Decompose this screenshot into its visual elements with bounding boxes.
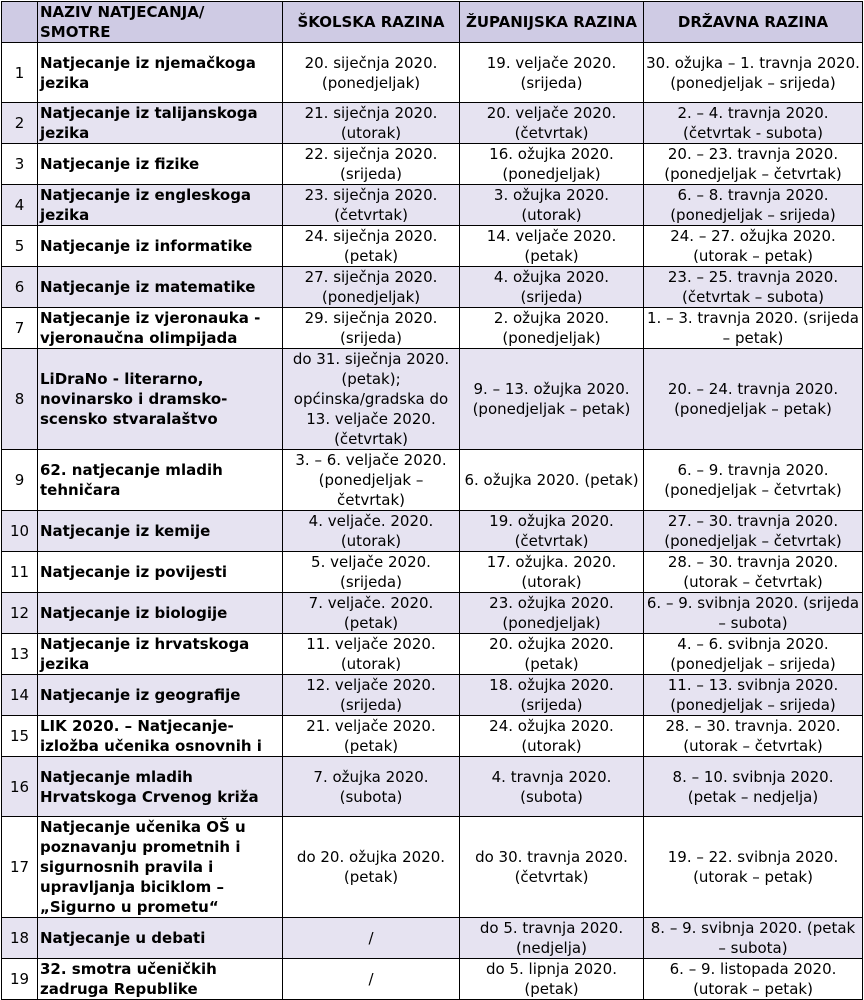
county-level-date: 9. – 13. ožujka 2020. (ponedjeljak – petak) xyxy=(460,349,644,450)
county-level-date: 14. veljače 2020. (petak) xyxy=(460,226,644,267)
table-row xyxy=(2,552,863,593)
competition-name: Natjecanje iz njemačkoga jezika xyxy=(38,43,283,103)
row-number: 5 xyxy=(2,226,38,267)
competition-name: Natjecanje učenika OŠ u poznavanju prometnih i sigurnosnih pravila i upravljanja biciklom – „Sigurno u prometu“ xyxy=(38,817,283,918)
county-level-date: do 5. travnja 2020. (nedjelja) xyxy=(460,918,644,959)
state-level-date: 30. ožujka – 1. travnja 2020. (ponedjeljak – srijeda) xyxy=(644,43,863,103)
county-level-date: 4. ožujka 2020. (srijeda) xyxy=(460,267,644,308)
table-row xyxy=(2,226,863,267)
state-level-date: 6. – 9. svibnja 2020. (srijeda – subota) xyxy=(644,593,863,634)
school-level-date: 4. veljače. 2020. (utorak) xyxy=(283,511,460,552)
county-level-date: 23. ožujka 2020. (ponedjeljak) xyxy=(460,593,644,634)
table-row xyxy=(2,959,863,1000)
school-level-date: 3. – 6. veljače 2020. (ponedjeljak – četvrtak) xyxy=(283,450,460,511)
competition-name: Natjecanje iz vjeronauka - vjeronaučna olimpijada xyxy=(38,308,283,349)
row-number: 7 xyxy=(2,308,38,349)
competition-name: LIK 2020. – Natjecanje-izložba učenika osnovnih i xyxy=(38,716,283,757)
state-level-date: 28. – 30. travnja 2020. (utorak – četvrtak) xyxy=(644,552,863,593)
competition-name: Natjecanje iz hrvatskoga jezika xyxy=(38,634,283,675)
competition-name: Natjecanje iz kemije xyxy=(38,511,283,552)
competition-name: Natjecanje iz informatike xyxy=(38,226,283,267)
table-row xyxy=(2,144,863,185)
school-level-date: / xyxy=(283,918,460,959)
school-level-date: 23. siječnja 2020. (četvrtak) xyxy=(283,185,460,226)
table-row xyxy=(2,817,863,918)
county-level-date: 16. ožujka 2020. (ponedjeljak) xyxy=(460,144,644,185)
school-level-date: do 31. siječnja 2020. (petak); općinska/gradska do 13. veljače 2020. (četvrtak) xyxy=(283,349,460,450)
competition-name: 32. smotra učeničkih zadruga Republike xyxy=(38,959,283,1000)
state-level-date: 24. – 27. ožujka 2020. (utorak – petak) xyxy=(644,226,863,267)
county-level-date: 19. veljače 2020. (srijeda) xyxy=(460,43,644,103)
county-level-date: 24. ožujka 2020. (utorak) xyxy=(460,716,644,757)
table-row xyxy=(2,757,863,817)
row-number: 6 xyxy=(2,267,38,308)
row-number: 2 xyxy=(2,103,38,144)
school-level-date: 5. veljače 2020. (srijeda) xyxy=(283,552,460,593)
state-level-date: 2. – 4. travnja 2020. (četvrtak - subota) xyxy=(644,103,863,144)
school-level-date: 7. ožujka 2020. (subota) xyxy=(283,757,460,817)
school-level-date: 27. siječnja 2020. (ponedjeljak) xyxy=(283,267,460,308)
county-level-date: 17. ožujka. 2020. (utorak) xyxy=(460,552,644,593)
state-level-date: 11. – 13. svibnja 2020. (ponedjeljak – srijeda) xyxy=(644,675,863,716)
state-level-date: 8. – 10. svibnja 2020. (petak – nedjelja) xyxy=(644,757,863,817)
state-level-date: 1. – 3. travnja 2020. (srijeda – petak) xyxy=(644,308,863,349)
row-number: 16 xyxy=(2,757,38,817)
school-level-date: / xyxy=(283,959,460,1000)
row-number: 3 xyxy=(2,144,38,185)
state-level-date: 8. – 9. svibnja 2020. (petak – subota) xyxy=(644,918,863,959)
row-number: 12 xyxy=(2,593,38,634)
school-level-date: 20. siječnja 2020. (ponedjeljak) xyxy=(283,43,460,103)
state-level-date: 27. – 30. travnja 2020. (ponedjeljak – četvrtak) xyxy=(644,511,863,552)
county-level-date: 20. ožujka 2020. (petak) xyxy=(460,634,644,675)
table-row xyxy=(2,450,863,511)
state-level-date: 23. – 25. travnja 2020. (četvrtak – subota) xyxy=(644,267,863,308)
school-level-date: 11. veljače 2020. (utorak) xyxy=(283,634,460,675)
header-num xyxy=(2,2,38,43)
school-level-date: do 20. ožujka 2020. (petak) xyxy=(283,817,460,918)
competition-name: Natjecanje iz geografije xyxy=(38,675,283,716)
state-level-date: 19. – 22. svibnja 2020. (utorak – petak) xyxy=(644,817,863,918)
competition-name: Natjecanje iz povijesti xyxy=(38,552,283,593)
county-level-date: 4. travnja 2020. (subota) xyxy=(460,757,644,817)
table-row xyxy=(2,634,863,675)
competition-name: Natjecanje iz engleskoga jezika xyxy=(38,185,283,226)
row-number: 10 xyxy=(2,511,38,552)
table-row xyxy=(2,511,863,552)
table-row xyxy=(2,675,863,716)
county-level-date: 18. ožujka 2020. (srijeda) xyxy=(460,675,644,716)
table-row xyxy=(2,103,863,144)
school-level-date: 29. siječnja 2020. (srijeda) xyxy=(283,308,460,349)
competition-name: Natjecanje iz biologije xyxy=(38,593,283,634)
county-level-date: do 5. lipnja 2020. (petak) xyxy=(460,959,644,1000)
state-level-date: 6. – 9. listopada 2020. (utorak – petak) xyxy=(644,959,863,1000)
row-number: 15 xyxy=(2,716,38,757)
school-level-date: 7. veljače. 2020. (petak) xyxy=(283,593,460,634)
table-row xyxy=(2,349,863,450)
competition-name: Natjecanje iz matematike xyxy=(38,267,283,308)
county-level-date: 2. ožujka 2020. (ponedjeljak) xyxy=(460,308,644,349)
row-number: 4 xyxy=(2,185,38,226)
county-level-date: 20. veljače 2020. (četvrtak) xyxy=(460,103,644,144)
competition-name: Natjecanje mladih Hrvatskoga Crvenog križa xyxy=(38,757,283,817)
competition-name: 62. natjecanje mladih tehničara xyxy=(38,450,283,511)
header-county-level: ŽUPANIJSKA RAZINA xyxy=(460,2,644,43)
county-level-date: 19. ožujka 2020. (četvrtak) xyxy=(460,511,644,552)
row-number: 18 xyxy=(2,918,38,959)
state-level-date: 20. – 24. travnja 2020. (ponedjeljak – petak) xyxy=(644,349,863,450)
competition-schedule-table xyxy=(1,1,863,1000)
competition-name: LiDraNo - literarno, novinarsko i dramsko-scensko stvaralaštvo xyxy=(38,349,283,450)
table-row xyxy=(2,918,863,959)
competition-name: Natjecanje iz talijanskoga jezika xyxy=(38,103,283,144)
row-number: 14 xyxy=(2,675,38,716)
competition-name: Natjecanje u debati xyxy=(38,918,283,959)
state-level-date: 28. – 30. travnja. 2020. (utorak – četvrtak) xyxy=(644,716,863,757)
school-level-date: 12. veljače 2020. (srijeda) xyxy=(283,675,460,716)
county-level-date: 3. ožujka 2020. (utorak) xyxy=(460,185,644,226)
row-number: 17 xyxy=(2,817,38,918)
table-row xyxy=(2,593,863,634)
header-state-level: DRŽAVNA RAZINA xyxy=(644,2,863,43)
county-level-date: do 30. travnja 2020. (četvrtak) xyxy=(460,817,644,918)
table-row xyxy=(2,185,863,226)
school-level-date: 21. siječnja 2020. (utorak) xyxy=(283,103,460,144)
state-level-date: 4. – 6. svibnja 2020. (ponedjeljak – srijeda) xyxy=(644,634,863,675)
county-level-date: 6. ožujka 2020. (petak) xyxy=(460,450,644,511)
school-level-date: 21. veljače 2020. (petak) xyxy=(283,716,460,757)
competition-name: Natjecanje iz fizike xyxy=(38,144,283,185)
row-number: 1 xyxy=(2,43,38,103)
table-header-row xyxy=(2,2,863,43)
row-number: 8 xyxy=(2,349,38,450)
table-row xyxy=(2,43,863,103)
row-number: 19 xyxy=(2,959,38,1000)
school-level-date: 24. siječnja 2020. (petak) xyxy=(283,226,460,267)
row-number: 11 xyxy=(2,552,38,593)
table-body xyxy=(2,43,863,1000)
header-competition-name: NAZIV NATJECANJA/ SMOTRE xyxy=(38,2,283,43)
table-row xyxy=(2,267,863,308)
row-number: 13 xyxy=(2,634,38,675)
state-level-date: 6. – 9. travnja 2020. (ponedjeljak – četvrtak) xyxy=(644,450,863,511)
row-number: 9 xyxy=(2,450,38,511)
state-level-date: 6. – 8. travnja 2020. (ponedjeljak – srijeda) xyxy=(644,185,863,226)
school-level-date: 22. siječnja 2020. (srijeda) xyxy=(283,144,460,185)
table-row xyxy=(2,716,863,757)
state-level-date: 20. – 23. travnja 2020. (ponedjeljak – četvrtak) xyxy=(644,144,863,185)
header-school-level: ŠKOLSKA RAZINA xyxy=(283,2,460,43)
table-row xyxy=(2,308,863,349)
